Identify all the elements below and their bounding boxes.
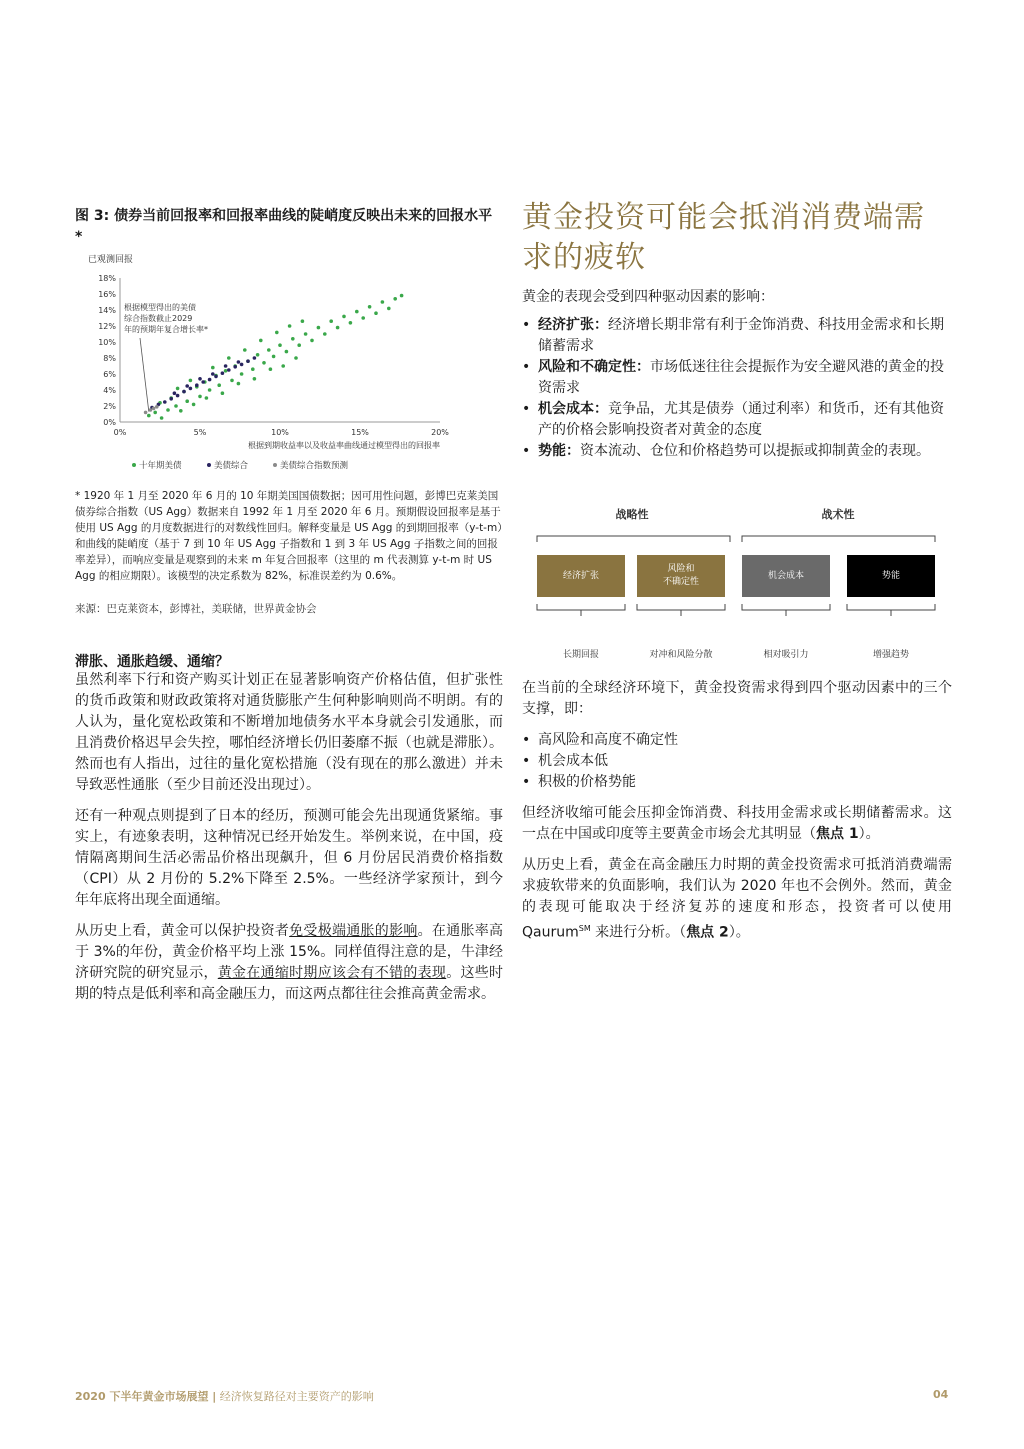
data-point (246, 359, 250, 363)
chart-annotation: 年的预期年复合增长率* (124, 325, 208, 334)
y-tick-label: 14% (98, 306, 116, 315)
data-point (155, 405, 159, 409)
link-deflation-performance[interactable]: 黄金在通缩时期应该会有不错的表现 (217, 965, 447, 981)
box-economic-expansion: 经济扩张 (537, 555, 625, 597)
data-point (224, 369, 228, 373)
figure-title: 图 3: 债券当前回报率和回报率曲线的陡峭度反映出未来的回报水平* (75, 208, 493, 245)
data-point (230, 379, 234, 383)
list-item: • 机会成本低 (522, 751, 952, 772)
data-point (368, 305, 372, 309)
support-list (522, 730, 952, 793)
list-item: • 高风险和高度不确定性 (522, 730, 952, 751)
figure-source: 来源：巴克莱资本，彭博社，美联储，世界黄金协会 (75, 603, 317, 615)
data-point (267, 348, 271, 352)
paragraph (522, 803, 952, 845)
data-point (256, 353, 260, 357)
left-body (75, 670, 503, 1015)
data-point (214, 375, 218, 379)
data-point (253, 356, 257, 360)
y-axis-label: 已观测回报 (88, 255, 134, 265)
drivers-list (522, 315, 952, 462)
data-point (176, 387, 180, 391)
paragraph: 还有一种观点则提到了日本的经历，预测可能会先出现通货紧缩。事实上，有迹象表明，这种情况已经开始发生。举例来说，在中国，疫情隔离期间生活必需品价格出现飙升，但 6 月份居民消费价格指数（CPI）从 2 月份的 5.2%下降至 2.5%。一些经济学家预计，到今年年底将出现全面通缩。 (75, 808, 503, 908)
right-intro: 黄金的表现会受到四种驱动因素的影响： (522, 289, 774, 305)
data-point (355, 310, 359, 314)
data-point (179, 409, 183, 413)
box-momentum: 势能 (847, 555, 935, 597)
y-tick-label: 2% (103, 402, 116, 411)
annotation-leader-line (140, 338, 149, 412)
section-heading: 滞胀、通胀趋缓、通缩？ (75, 654, 229, 670)
data-point (152, 407, 156, 411)
x-tick-label: 15% (351, 428, 369, 437)
list-item: • 势能：资本流动、仓位和价格趋势可以提振或抑制黄金的表现。 (522, 441, 952, 462)
text-run: ）。 (728, 924, 750, 941)
data-point (169, 397, 173, 401)
text-run: 但经济收缩可能会压抑金饰消费、科技用金需求或长期储蓄需求。这一点在中国或印度等主要黄金市场会尤其明显（ (522, 805, 952, 842)
data-point (211, 372, 215, 376)
footer-title: 2020 下半年黄金市场展望 | (75, 1390, 217, 1403)
paragraph (75, 921, 503, 1005)
y-tick-label: 18% (98, 274, 116, 283)
data-point (233, 365, 237, 369)
diagram-tactical-label: 战术性 (821, 508, 855, 521)
legend-label: 美债综合指数预测 (280, 461, 349, 471)
data-point (329, 319, 333, 323)
text-run: 从历史上看，黄金在高金融压力时期的黄金投资需求可抵消消费端需求疲软带来的负面影响，我们认为 2020 年也不会例外。然而，黄金的表现可能取决于经济复苏的速度和形态，投资者可以使用 Qaurum (522, 857, 952, 941)
data-point (227, 368, 231, 372)
chart-annotation: 综合指数截止2029 (124, 314, 193, 323)
right-body (522, 678, 952, 954)
data-point (310, 339, 314, 343)
y-tick-label: 10% (98, 338, 116, 347)
x-tick-label: 5% (193, 428, 207, 437)
data-point (301, 319, 305, 323)
data-point (342, 315, 346, 319)
text-run: 来进行分析。（ (590, 924, 687, 941)
text-run: 。在通胀率高于 3%的年份，黄金价格平均上涨 15%。同样值得注意的是，牛津经济研究院的研究显示， (75, 923, 504, 981)
data-point (173, 391, 177, 395)
footer-subtitle: 经济恢复路径对主要资产的影响 (216, 1390, 374, 1403)
data-point (243, 348, 247, 352)
diagram-bottom-label: 对冲和风险分散 (649, 650, 713, 660)
data-point (166, 408, 170, 412)
data-point (227, 356, 231, 360)
data-point (189, 379, 193, 383)
data-point (291, 337, 295, 341)
y-tick-label: 0% (103, 418, 116, 427)
data-point (224, 364, 228, 368)
data-point (208, 378, 212, 382)
data-point (323, 332, 327, 336)
data-point (251, 367, 255, 371)
focus-2-ref[interactable]: 焦点 2 (686, 924, 729, 941)
data-point (361, 316, 365, 320)
figure-note: * 1920 年 1 月至 2020 年 6 月的 10 年期美国国债数据；因可用性问题，彭博巴克莱美国债券综合指数（US Agg）数据来自 1992 年 1 月至 2020 年 6 月。预期假设回报率是基于使用 US Agg 的月度数据进行的对数线性回归。解释变量是 US Agg 的到期回报率（y-t-m）和曲线的陡峭度（基于 7 到 10 年 US Agg 子指数和 1 到 3 年 US Agg 子指数之间的回报率差异），而响应变量是观察到的未来 m 年复合回报率（这里的 m 代表测算 y-t-m 时 US Agg 的相应期限）。该模型的决定系数为 82%，标准误差约为 0.6%。 (75, 490, 503, 582)
data-point (185, 399, 189, 403)
data-point (272, 355, 276, 359)
text-run: 从历史上看，黄金可以保护投资者 (75, 923, 290, 939)
list-item: • 积极的价格势能 (522, 772, 952, 793)
data-point (160, 416, 164, 420)
data-point (269, 367, 273, 371)
y-tick-label: 8% (103, 354, 116, 363)
data-point (182, 390, 186, 394)
x-tick-label: 0% (113, 428, 127, 437)
page-number: 04 (933, 1388, 949, 1401)
data-point (400, 294, 404, 298)
data-point (297, 343, 301, 347)
data-point (240, 363, 244, 367)
data-point (198, 395, 202, 399)
data-point (205, 396, 209, 400)
data-point (211, 366, 215, 370)
paragraph (522, 855, 952, 944)
data-point (237, 382, 241, 386)
chart-annotation: 根据模型得出的美债 (124, 303, 196, 312)
superscript: SM (578, 924, 591, 933)
data-point (240, 372, 244, 376)
x-tick-label: 20% (431, 428, 449, 437)
data-point (381, 300, 385, 304)
list-item: • 机会成本：竞争品，尤其是债券（通过利率）和货币，还有其他资产的价格会影响投资者对黄金的态度 (522, 399, 952, 441)
data-point (281, 364, 285, 368)
data-point (285, 350, 289, 354)
data-point (195, 383, 199, 387)
data-point (189, 387, 193, 391)
section-title: 黄金投资可能会抵消消费端需求的疲软 (522, 200, 925, 275)
footer-left (75, 1388, 374, 1404)
data-point (147, 414, 151, 418)
paragraph: 虽然利率下行和资产购买计划正在显著影响资产价格估值，但扩张性的货币政策和财政政策将对通货膨胀产生何种影响则尚不明朗。有的人认为，量化宽松政策和不断增加地债务水平本身就会引发通胀，而且消费价格迟早会失控，哪怕经济增长仍旧萎靡不振（也就是滞胀）。然而也有人指出，过往的量化宽松措施（没有现在的那么激进）并未导致恶性通胀（至少目前还没出现过）。 (75, 672, 503, 793)
diagram-bottom-label: 增强趋势 (872, 650, 909, 660)
scatter-chart-svg (88, 254, 480, 478)
data-point (304, 332, 308, 336)
data-point (294, 356, 298, 360)
diagram-bottom-label: 长期回报 (562, 650, 599, 660)
data-point (201, 380, 205, 384)
data-point (174, 404, 178, 408)
box-opportunity-cost: 机会成本 (742, 555, 830, 597)
data-point (192, 403, 196, 407)
data-point (217, 383, 221, 387)
drivers-diagram (520, 500, 960, 670)
data-point (374, 311, 378, 315)
text-run: 。这些时期的特点是低利率和高金融压力，而这两点都往往会推高黄金需求。 (75, 965, 504, 1002)
box-risk-uncertainty: 风险和 不确定性 (637, 555, 725, 597)
y-tick-label: 4% (103, 386, 116, 395)
list-item: • 风险和不确定性：市场低迷往往会提振作为安全避风港的黄金的投资需求 (522, 357, 952, 399)
data-point (317, 326, 321, 330)
x-axis-label: 根据到期收益率以及收益率曲线通过模型得出的回报率 (248, 441, 440, 450)
data-point (176, 394, 180, 398)
text-run: ）。 (858, 826, 880, 842)
legend-marker (273, 463, 277, 467)
paragraph: 在当前的全球经济环境下，黄金投资需求得到四个驱动因素中的三个支撑，即： (522, 680, 952, 717)
x-tick-label: 10% (271, 428, 289, 437)
legend-marker (207, 463, 211, 467)
list-item: • 经济扩张：经济增长期非常有利于金饰消费、科技用金需求和长期储蓄需求 (522, 315, 952, 357)
y-tick-label: 6% (103, 370, 116, 379)
data-point (387, 307, 391, 311)
data-point (393, 297, 397, 301)
data-point (262, 361, 266, 365)
data-point (221, 371, 225, 375)
data-point (208, 388, 212, 392)
diagram-strategic-label: 战略性 (615, 508, 649, 521)
legend-label: 美债综合 (214, 461, 249, 471)
data-point (163, 400, 167, 404)
data-point (237, 360, 241, 364)
diagram-bottom-label: 相对吸引力 (763, 650, 809, 660)
data-point (153, 411, 157, 415)
data-point (288, 324, 292, 328)
data-point (185, 384, 189, 388)
y-tick-label: 12% (98, 322, 116, 331)
y-tick-label: 16% (98, 290, 116, 299)
data-point (259, 339, 263, 343)
data-point (221, 391, 225, 395)
focus-1-ref[interactable]: 焦点 1 (816, 826, 859, 842)
scatter-chart (88, 254, 480, 478)
data-point (349, 321, 353, 325)
data-point (198, 377, 202, 381)
data-point (275, 331, 279, 335)
data-point (253, 377, 257, 381)
data-point (144, 411, 148, 415)
link-extreme-inflation[interactable]: 免受极端通胀的影响 (289, 923, 418, 939)
legend-label: 十年期美债 (139, 461, 182, 471)
data-point (336, 326, 340, 330)
legend-marker (132, 463, 136, 467)
data-point (278, 343, 282, 347)
